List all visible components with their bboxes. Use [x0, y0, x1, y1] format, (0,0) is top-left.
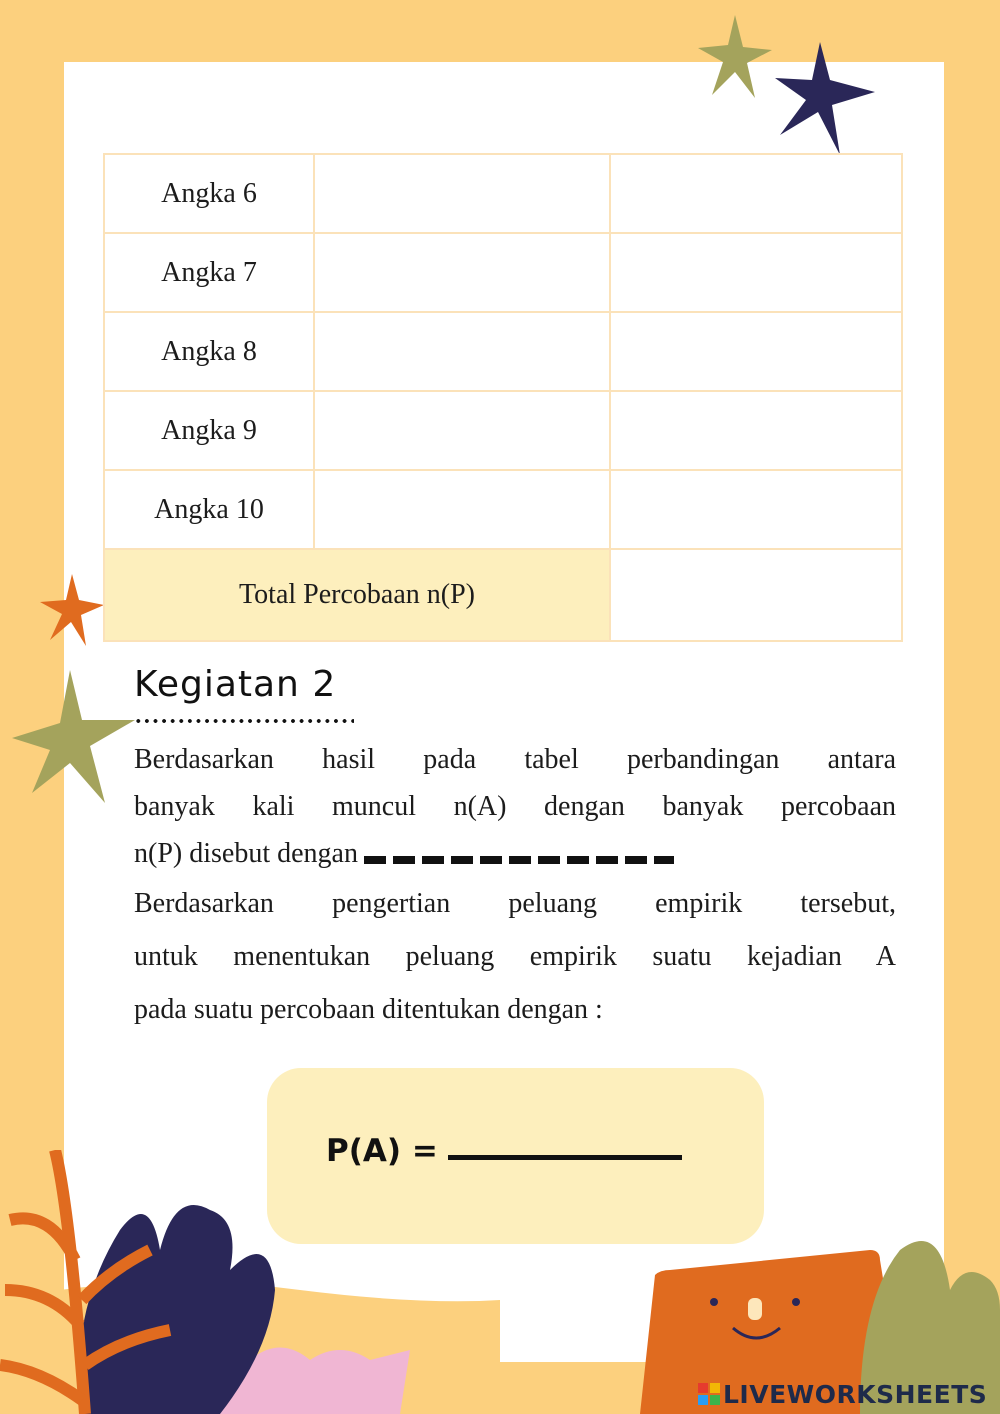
- paragraph-2: [134, 877, 896, 1036]
- row-label: Angka 7: [104, 233, 314, 312]
- liveworksheets-watermark: [697, 1378, 987, 1412]
- paragraph-1: [134, 736, 896, 877]
- answer-cell[interactable]: [610, 470, 902, 549]
- total-label: Total Percobaan n(P): [104, 549, 610, 641]
- liveworksheets-logo-icon: [697, 1382, 721, 1406]
- paragraph-line: Berdasarkan hasil pada tabel perbandingan antara: [134, 744, 896, 775]
- answer-cell[interactable]: [314, 233, 610, 312]
- answer-cell[interactable]: [314, 391, 610, 470]
- paragraph-line: banyak kali muncul n(A) dengan banyak percobaan: [134, 791, 896, 822]
- table-row: [104, 312, 902, 391]
- answer-cell[interactable]: [314, 312, 610, 391]
- formula-label: P(A) =: [326, 1133, 438, 1169]
- bottom-foliage-decoration: [0, 1150, 1000, 1414]
- answer-cell[interactable]: [610, 391, 902, 470]
- total-answer-cell[interactable]: [610, 549, 902, 641]
- table-row: [104, 391, 902, 470]
- paragraph-line-with-blank: [134, 830, 896, 877]
- paragraph-line: Berdasarkan pengertian peluang empirik tersebut,: [134, 888, 896, 919]
- answer-cell[interactable]: [314, 470, 610, 549]
- row-label: Angka 9: [104, 391, 314, 470]
- row-label: Angka 6: [104, 154, 314, 233]
- answer-cell[interactable]: [610, 312, 902, 391]
- paragraph-line: pada suatu percobaan ditentukan dengan :: [134, 994, 603, 1025]
- olive-star-left-icon: [10, 668, 140, 808]
- total-row: [104, 549, 902, 641]
- answer-cell[interactable]: [314, 154, 610, 233]
- table-row: [104, 154, 902, 233]
- activity-heading: Kegiatan 2: [134, 664, 337, 705]
- answer-blank[interactable]: [364, 856, 674, 864]
- table-row: [104, 470, 902, 549]
- row-label: Angka 10: [104, 470, 314, 549]
- row-label: Angka 8: [104, 312, 314, 391]
- dotted-underline: [134, 718, 354, 724]
- answer-cell[interactable]: [610, 233, 902, 312]
- paragraph-line: untuk menentukan peluang empirik suatu kejadian A: [134, 941, 896, 972]
- navy-star-icon: [770, 40, 880, 160]
- table-row: [104, 233, 902, 312]
- orange-star-icon: [38, 572, 108, 652]
- paragraph-line: n(P) disebut dengan: [134, 838, 358, 869]
- watermark-text: LIVEWORKSHEETS: [723, 1380, 988, 1409]
- score-table: [103, 153, 903, 642]
- answer-cell[interactable]: [610, 154, 902, 233]
